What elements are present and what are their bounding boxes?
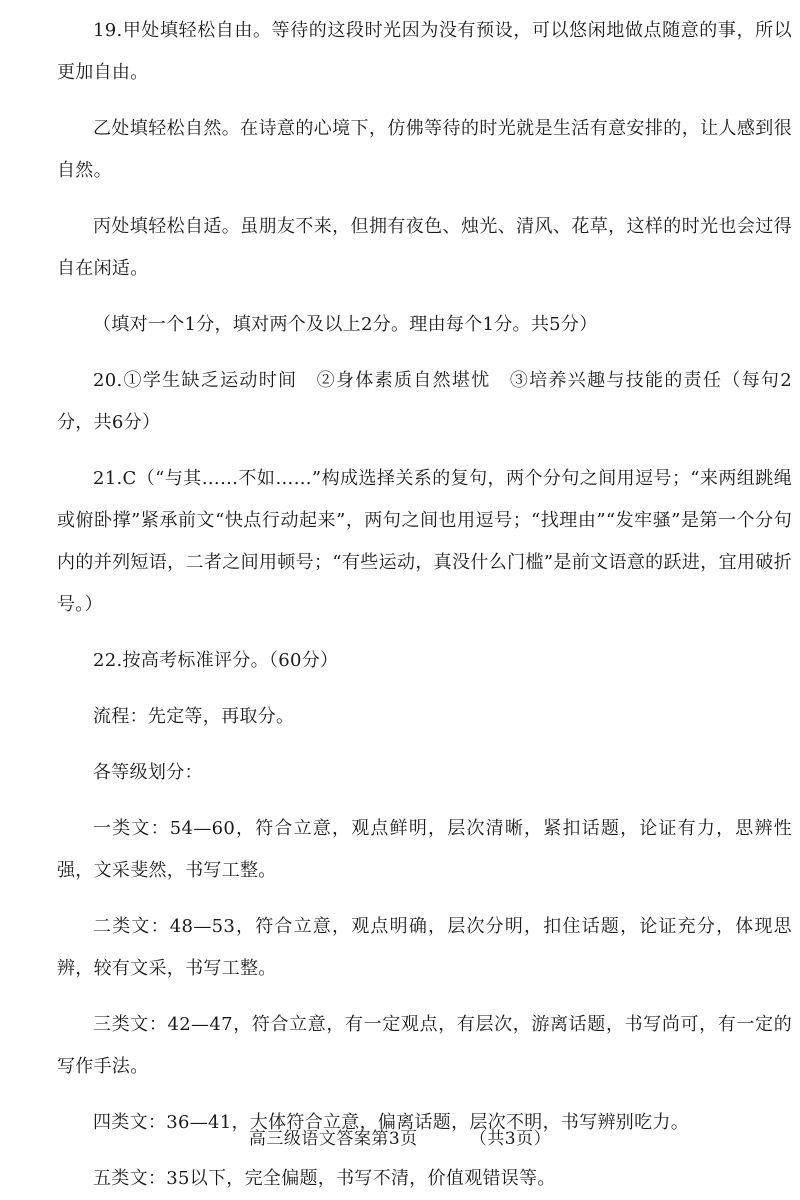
page-number-label: 高三级语文答案第3页 bbox=[248, 1129, 418, 1149]
answer-20: 20.①学生缺乏运动时间 ②身体素质自然堪忧 ③培养兴趣与技能的责任（每句2分，共6分） bbox=[57, 370, 792, 433]
level-one-essay: 一类文：54—60，符合立意，观点鲜明，层次清晰，紧扣话题，论证有力，思辨性强，文采斐然，书写工整。 bbox=[57, 818, 792, 881]
level-two-essay: 二类文：48—53，符合立意，观点明确，层次分明，扣住话题，论证充分，体现思辨，较有文采，书写工整。 bbox=[57, 916, 792, 979]
total-pages-label: （共3页） bbox=[469, 1129, 552, 1149]
answer-19-yi: 乙处填轻松自然。在诗意的心境下，仿佛等待的时光就是生活有意安排的，让人感到很自然。 bbox=[57, 118, 792, 181]
answer-19-jia: 19.甲处填轻松自由。等待的这段时光因为没有预设，可以悠闲地做点随意的事，所以更加自由。 bbox=[57, 20, 792, 83]
answer-21: 21.C（“与其……不如……”构成选择关系的复句，两个分句之间用逗号；“来两组跳绳或俯卧撑”紧承前文“快点行动起来”，两句之间也用逗号；“找理由”“发牢骚”是第一个分句内的并列短语，二者之间用顿号；“有些运动，真没什么门槛”是前文语意的跃进，宜用破折号。） bbox=[57, 468, 792, 615]
answer-22-levels-heading: 各等级划分： bbox=[93, 762, 203, 783]
answer-22-process: 流程：先定等，再取分。 bbox=[93, 706, 295, 727]
level-five-essay: 五类文：35以下，完全偏题，书写不清，价值观错误等。 bbox=[93, 1168, 556, 1189]
level-four-essay: 四类文：36—41，大体符合立意，偏离话题，层次不明，书写辨别吃力。 bbox=[93, 1112, 690, 1133]
answer-19-bing: 丙处填轻松自适。虽朋友不来，但拥有夜色、烛光、清风、花草，这样的时光也会过得自在闲适。 bbox=[57, 216, 792, 279]
level-three-essay: 三类文：42—47，符合立意，有一定观点，有层次，游离话题，书写尚可，有一定的写作手法。 bbox=[57, 1014, 792, 1077]
page-footer bbox=[0, 1127, 800, 1151]
answer-22: 22.按高考标准评分。（60分） bbox=[93, 650, 339, 671]
answer-content bbox=[57, 10, 792, 1200]
answer-19-scoring: （填对一个1分，填对两个及以上2分。理由每个1分。共5分） bbox=[93, 314, 598, 335]
